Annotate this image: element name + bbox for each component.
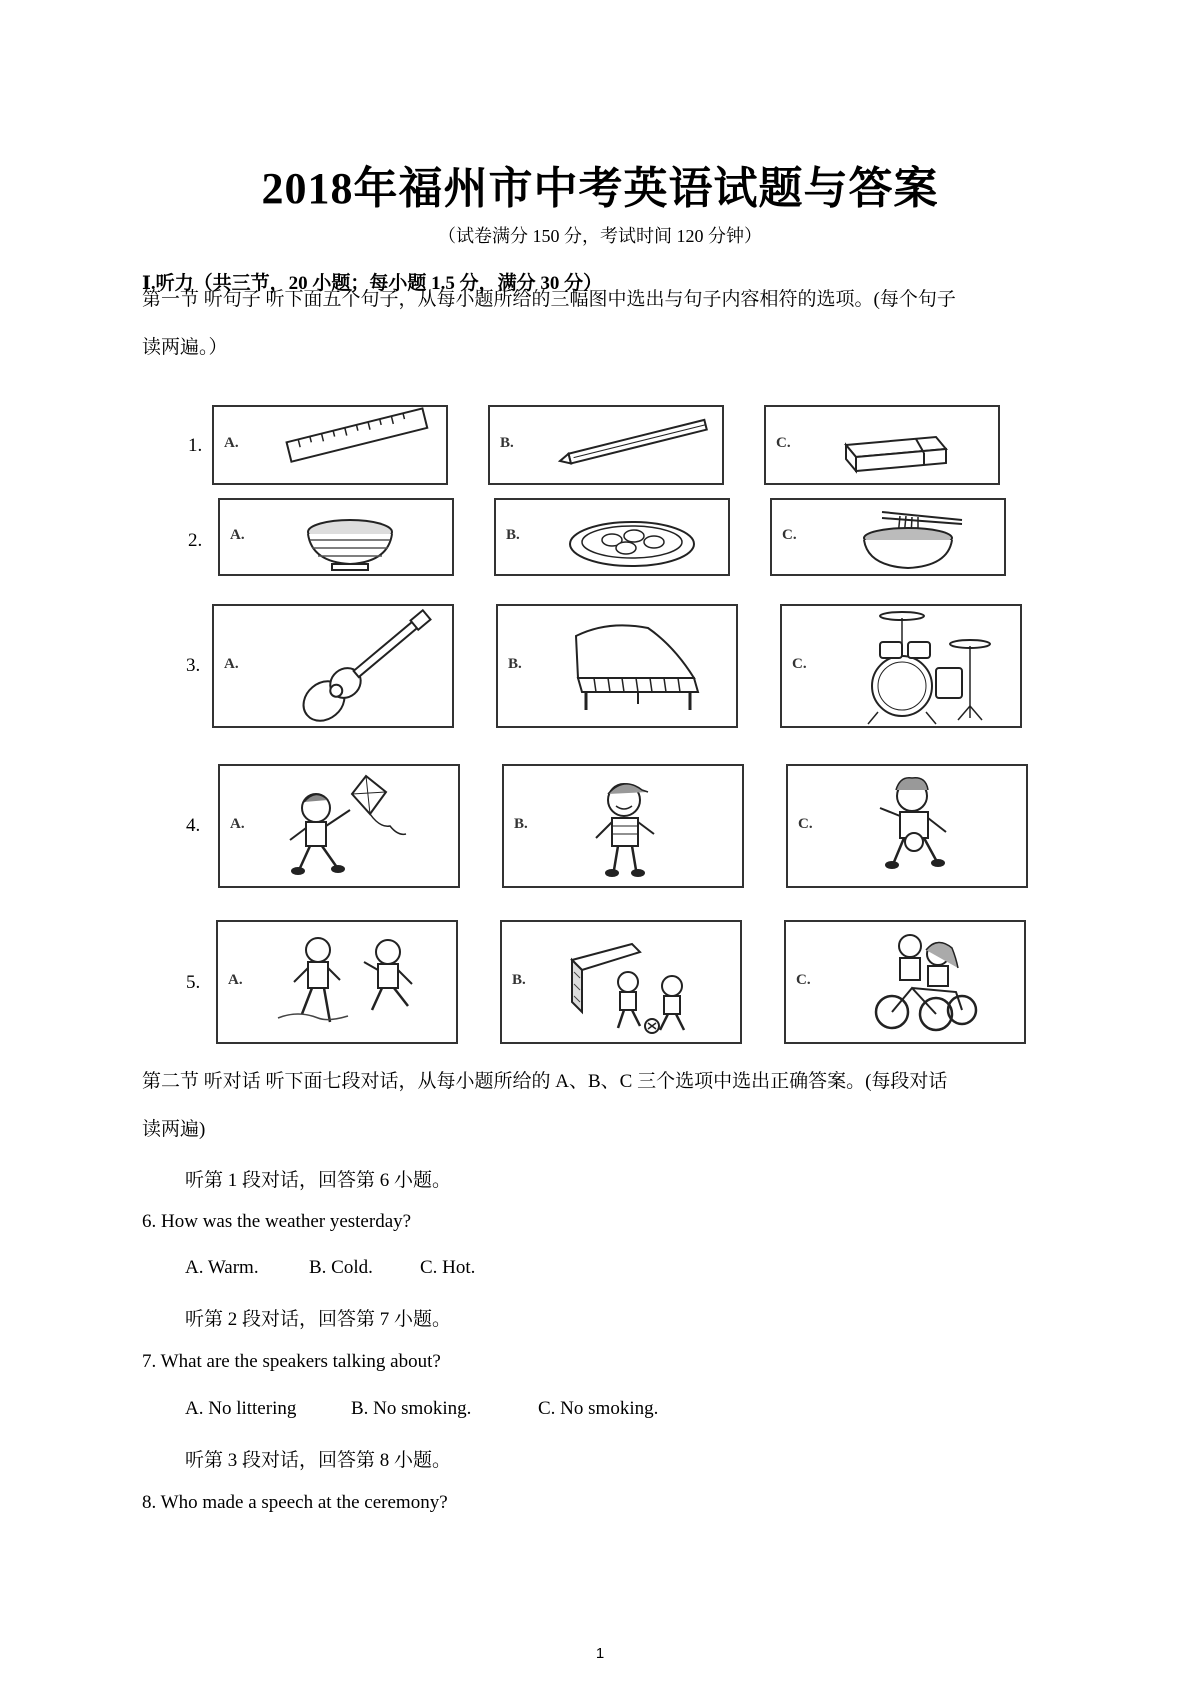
option-box[interactable] [216,920,458,1044]
option-box[interactable] [218,764,460,888]
answer-options [185,1398,658,1420]
option-b[interactable]: B. Cold. [309,1257,373,1278]
option-a[interactable]: A. Warm. [185,1257,259,1278]
kite-boy-icon [220,766,462,890]
piano-icon [498,606,740,730]
option-label: C. [798,815,813,832]
option-c[interactable]: C. No smoking. [538,1398,659,1419]
eraser-icon [766,407,1002,487]
ruler-icon [214,407,450,487]
option-label: B. [506,526,520,543]
noodles-bowl-icon [772,500,1008,578]
cycling-kids-icon [786,922,1028,1046]
option-box[interactable] [764,405,1000,485]
dumplings-plate-icon [496,500,732,578]
option-label: B. [508,655,522,672]
question-stem: 8. Who made a speech at the ceremony? [142,1492,448,1513]
option-label: A. [224,434,239,451]
option-label: A. [228,971,243,988]
dialog-note: 听第 1 段对话，回答第 6 小题。 [185,1170,452,1191]
option-b[interactable]: B. No smoking. [351,1398,472,1419]
exam-info: （试卷满分 150 分，考试时间 120 分钟） [438,226,762,246]
guitar-icon [214,606,456,730]
option-label: C. [796,971,811,988]
option-box[interactable] [494,498,730,576]
question-number: 2. [188,530,203,551]
option-box[interactable] [780,604,1022,728]
ball-girl-icon [788,766,1030,890]
page-title: 2018年福州市中考英语试题与答案 [261,164,939,213]
option-label: A. [230,815,245,832]
option-box[interactable] [212,405,448,485]
waving-boy-icon [504,766,746,890]
part2-intro: 第二节 听对话 听下面七段对话，从每小题所给的 A、B、C 三个选项中选出正确答案。(每段对话 读两遍) [142,1071,948,1140]
option-box[interactable] [502,764,744,888]
running-kids-icon [218,922,460,1046]
option-box[interactable] [784,920,1026,1044]
soccer-kids-icon [502,922,744,1046]
part1-intro: 第一节 听句子 听下面五个句子，从每小题所给的三幅图中选出与句子内容相符的选项。(每个句子 读两遍。） [142,289,956,358]
option-box[interactable] [770,498,1006,576]
section-heading: Ⅰ.听力（共三节，20 小题；每小题 1.5 分，满分 30 分） [142,273,603,294]
option-label: C. [776,434,791,451]
rice-bowl-icon [220,500,456,578]
question-stem: 6. How was the weather yesterday? [142,1211,412,1232]
option-box[interactable] [496,604,738,728]
question-number: 3. [186,655,201,676]
option-box[interactable] [212,604,454,728]
option-box[interactable] [500,920,742,1044]
dialog-note: 听第 2 段对话，回答第 7 小题。 [185,1309,452,1330]
option-box[interactable] [786,764,1028,888]
option-label: A. [224,655,239,672]
question-stem: 7. What are the speakers talking about? [142,1351,441,1372]
option-label: B. [514,815,528,832]
page-number: 1 [595,1645,605,1662]
drums-icon [782,606,1024,730]
question-number: 5. [186,972,201,993]
option-label: B. [512,971,526,988]
question-number: 1. [188,435,203,456]
option-c[interactable]: C. Hot. [420,1257,476,1278]
option-label: C. [792,655,807,672]
answer-options [185,1257,475,1279]
option-box[interactable] [488,405,724,485]
dialog-note: 听第 3 段对话，回答第 8 小题。 [185,1450,452,1471]
option-a[interactable]: A. No littering [185,1398,297,1419]
option-label: B. [500,434,514,451]
option-label: C. [782,526,797,543]
question-number: 4. [186,815,201,836]
option-box[interactable] [218,498,454,576]
option-label: A. [230,526,245,543]
pencil-icon [490,407,726,487]
